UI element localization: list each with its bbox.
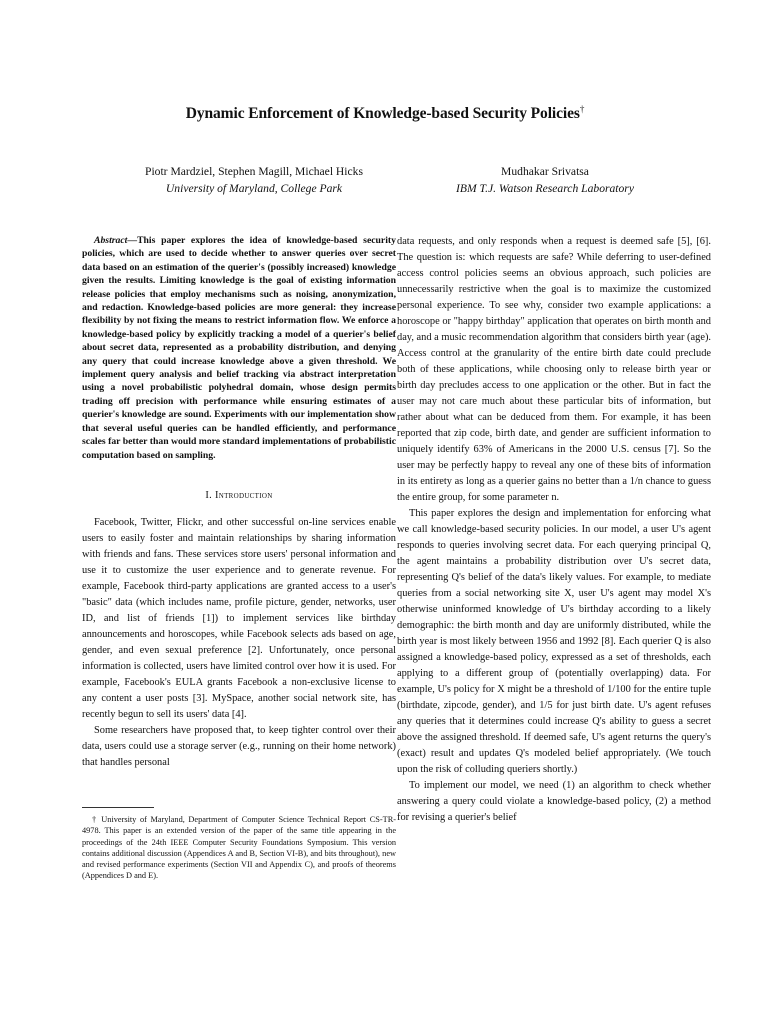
author-affiliation: University of Maryland, College Park (165, 182, 343, 195)
author-names: Mudhakar Srivatsa (501, 165, 589, 178)
author-names: Piotr Mardziel, Stephen Magill, Michael Hicks (145, 165, 363, 178)
author-block-umd (118, 163, 390, 197)
abstract (82, 234, 396, 462)
body-paragraph: Facebook, Twitter, Flickr, and other successful on-line services enable users to easily foster and maintain relationships by sharing information with friends and fans. These services store users' personal information and use it to customize the user experience and to generate revenue. For example, Facebook third-party applications are granted access to a user's "basic" data (which includes name, profile picture, gender, networks, user ID, and list of friends [1]) to implement services like birthday announcements and horoscopes, while Facebook selects ads based on age, gender, and even sexual preference [2]. Unfortunately, once personal information is collected, users have limited control over how it is used. For example, Facebook's EULA grants Facebook a non-exclusive license to any content a user posts [3]. MySpace, another social network site, has recently begun to sell its users' data [4]. (82, 516, 396, 720)
footnote: † University of Maryland, Department of Computer Science Technical Report CS-TR-4978. This paper is an extended version of the paper of the same title appearing in the proceedings of the 24th IEEE Computer Security Foundations Symposium. This version contains additional discussion (Appendices A and B, Section VI-B), and bits throughout), new and revised performance experiments (Section VII and Appendix C), and proofs of theorems (Appendices D and E). (82, 814, 396, 881)
body-paragraph: data requests, and only responds when a request is deemed safe [5], [6]. The question is: which requests are safe? While deferring to user-defined access control policies seems an obvious approach, such policies are unnecessarily restrictive when the goal is to maximize the customized personal experience. To see why, consider two example applications: a horoscope or "happy birthday" application that operates on birth month and day, and a music recommendation algorithm that considers birth year (age). Access control at the granularity of the entire birth date could preclude both of these applications, while choosing only to release birth year or birth day precludes access to one application or the other. But in fact the user may not care much about these particular bits of information, but rather about what can be deduced from them. For example, it has been reported that zip code, birth date, and gender are sufficient information to uniquely identify 63% of Americans in the 2000 U.S. census [7]. So the user may be perfectly happy to reveal any one of these bits of information in its entirety as long as a querier gains no better than a 1/n chance to guess the entire group, for some parameter n. (397, 236, 711, 503)
body-paragraph: To implement our model, we need (1) an algorithm to check whether answering a query could violate a knowledge-based policy, (2) a method for revising a querier's belief (397, 780, 711, 823)
title-footnote-mark: † (579, 104, 585, 114)
author-affiliation: IBM T.J. Watson Research Laboratory (456, 182, 634, 195)
body-paragraph: This paper explores the design and implementation for enforcing what we call knowledge-based security policies. In our model, a user U's agent responds to queries involving secret data. For each querying principal Q, the agent maintains a probability distribution over U's secret data, representing Q's belief of the data's likely values. For example, to mediate queries from a social networking site X, user U's agent may model X's otherwise uninformed knowledge of U's birthday according to a likely demographic: the birth month and day are uniformly distributed, while the birth year is most likely between 1956 and 1992 [8]. Each querier Q is also assigned a knowledge-based policy, expressed as a set of thresholds, each applying to a different group of (potentially overlapping) data. For example, U's policy for X might be a threshold of 1/100 for the entire tuple (birthdate, zipcode, gender), and 1/5 for just birth date. U's agent refuses any queries that it determines could increase Q's ability to guess a secret above the assigned threshold. If deemed safe, U's agent returns the query's (exact) result and updates Q's modeled belief appropriately. (We touch upon the risk of colluding queriers shortly.) (397, 508, 711, 775)
abstract-label: Abstract (94, 235, 128, 246)
footnote-divider (82, 807, 154, 808)
paper-title (0, 104, 770, 123)
abstract-text: —This paper explores the idea of knowledge-based security policies, which are used to decide whether to answer queries over secret data based on an estimation of the querier's (possibly increased) knowledge given the results. Limiting knowledge is the goal of existing information release policies that employ mechanisms such as noising, anonymization, and redaction. Knowledge-based policies are more general: they increase flexibility by not fixing the means to restrict information flow. We enforce a knowledge-based policy by explicitly tracking a model of a querier's belief about secret data, represented as a probability distribution, and denying any query that could increase knowledge above a given threshold. We implement query analysis and belief tracking via abstract interpretation using a novel probabilistic polyhedral domain, whose design permits trading off precision with performance while ensuring estimates of a querier's knowledge are sound. Experiments with our implementation show that several useful queries can be handled efficiently, and performance scales far better than would more standard implementations of probabilistic computation based on sampling. (82, 235, 396, 461)
section-heading: I. Introduction (205, 489, 273, 501)
right-column (397, 234, 711, 826)
left-column (82, 234, 396, 882)
paper-title-text: Dynamic Enforcement of Knowledge-based Security Policies (185, 105, 580, 122)
body-paragraph: Some researchers have proposed that, to keep tighter control over their data, users could use a storage server (e.g., running on their home network) that handles personal (82, 724, 396, 768)
author-block-ibm (405, 163, 685, 197)
